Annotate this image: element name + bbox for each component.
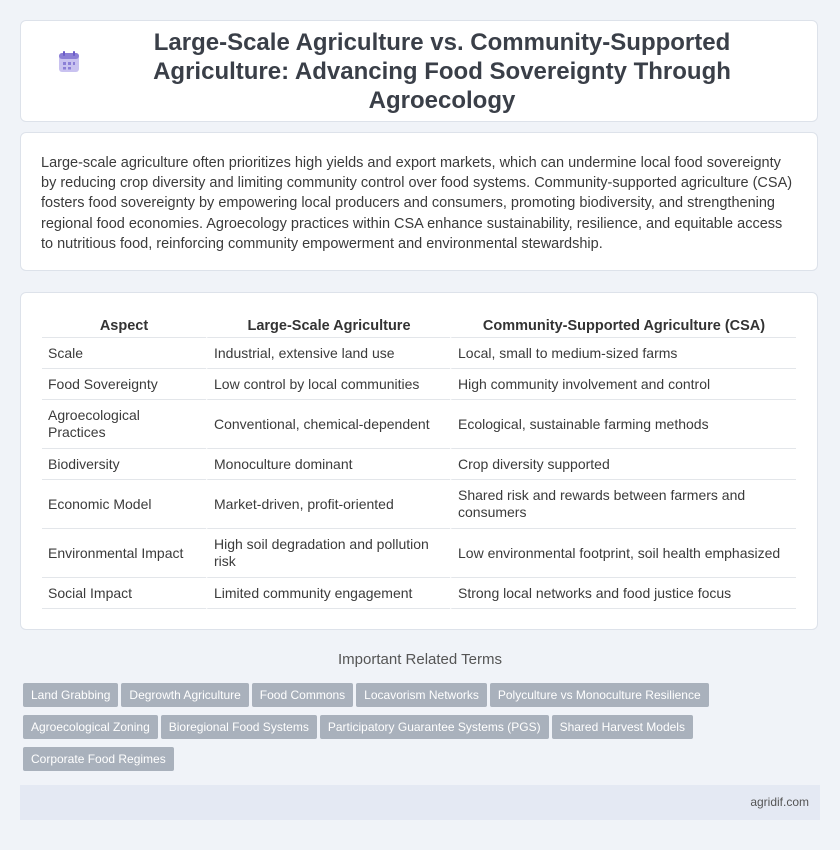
table-row <box>42 400 796 449</box>
csa-cell: Local, small to medium-sized farms <box>450 338 796 369</box>
tag-bioregional-food-systems[interactable]: Bioregional Food Systems <box>161 715 317 739</box>
csa-cell: Ecological, sustainable farming methods <box>450 400 796 449</box>
csa-cell: Strong local networks and food justice focus <box>450 578 796 609</box>
csa-cell: High community involvement and control <box>450 369 796 400</box>
tag-shared-harvest-models[interactable]: Shared Harvest Models <box>552 715 693 739</box>
table-row <box>42 338 796 369</box>
csa-cell: Crop diversity supported <box>450 449 796 480</box>
aspect-cell: Agroecological Practices <box>42 400 206 449</box>
aspect-cell: Social Impact <box>42 578 206 609</box>
tag-land-grabbing[interactable]: Land Grabbing <box>23 683 118 707</box>
tag-food-commons[interactable]: Food Commons <box>252 683 353 707</box>
csa-cell: Shared risk and rewards between farmers and consumers <box>450 480 796 529</box>
tag-agroecological-zoning[interactable]: Agroecological Zoning <box>23 715 158 739</box>
aspect-cell: Food Sovereignty <box>42 369 206 400</box>
tag-corporate-food-regimes[interactable]: Corporate Food Regimes <box>23 747 174 771</box>
related-terms-heading: Important Related Terms <box>338 651 502 668</box>
footer-site[interactable]: agridif.com <box>750 795 809 809</box>
large-scale-cell: Limited community engagement <box>206 578 450 609</box>
table-row <box>42 529 796 578</box>
large-scale-cell: Monoculture dominant <box>206 449 450 480</box>
intro-text: Large-scale agriculture often prioritizes high yields and export markets, which can undermine local food sovereignty by reducing crop diversity and limiting community control over food systems. Community-supported agriculture (CSA) fosters food sovereignty by empowering local producers and consumers, promoting biodiversity, and strengthening regional food economies. Agroecology practices within CSA enhance sustainability, resilience, and equitable access to nutritious food, reinforcing community empowerment and environmental stewardship. <box>41 155 793 252</box>
page-title: Large-Scale Agriculture vs. Community-Supported Agriculture: Advancing Food Sovereignty Through Agroecology <box>153 28 731 114</box>
header-csa: Community-Supported Agriculture (CSA) <box>450 311 796 338</box>
calendar-icon <box>56 62 102 80</box>
aspect-cell: Scale <box>42 338 206 369</box>
large-scale-cell: Market-driven, profit-oriented <box>206 480 450 529</box>
aspect-cell: Biodiversity <box>42 449 206 480</box>
related-terms-list <box>23 683 823 779</box>
table-row <box>42 578 796 609</box>
large-scale-cell: Industrial, extensive land use <box>206 338 450 369</box>
large-scale-cell: Conventional, chemical-dependent <box>206 400 450 449</box>
footer <box>20 785 820 820</box>
comparison-table <box>42 311 796 609</box>
tag-participatory-guarantee-systems[interactable]: Participatory Guarantee Systems (PGS) <box>320 715 549 739</box>
aspect-cell: Economic Model <box>42 480 206 529</box>
tag-polyculture-resilience[interactable]: Polyculture vs Monoculture Resilience <box>490 683 709 707</box>
header-large-scale: Large-Scale Agriculture <box>206 311 450 338</box>
table-header-row <box>42 311 796 338</box>
large-scale-cell: Low control by local communities <box>206 369 450 400</box>
comparison-card <box>20 292 818 630</box>
large-scale-cell: High soil degradation and pollution risk <box>206 529 450 578</box>
table-row <box>42 480 796 529</box>
table-row <box>42 369 796 400</box>
aspect-cell: Environmental Impact <box>42 529 206 578</box>
title-card <box>20 20 818 122</box>
table-row <box>42 449 796 480</box>
header-aspect: Aspect <box>42 311 206 338</box>
tag-locavorism-networks[interactable]: Locavorism Networks <box>356 683 487 707</box>
tag-degrowth-agriculture[interactable]: Degrowth Agriculture <box>121 683 248 707</box>
csa-cell: Low environmental footprint, soil health emphasized <box>450 529 796 578</box>
intro-card <box>20 132 818 271</box>
